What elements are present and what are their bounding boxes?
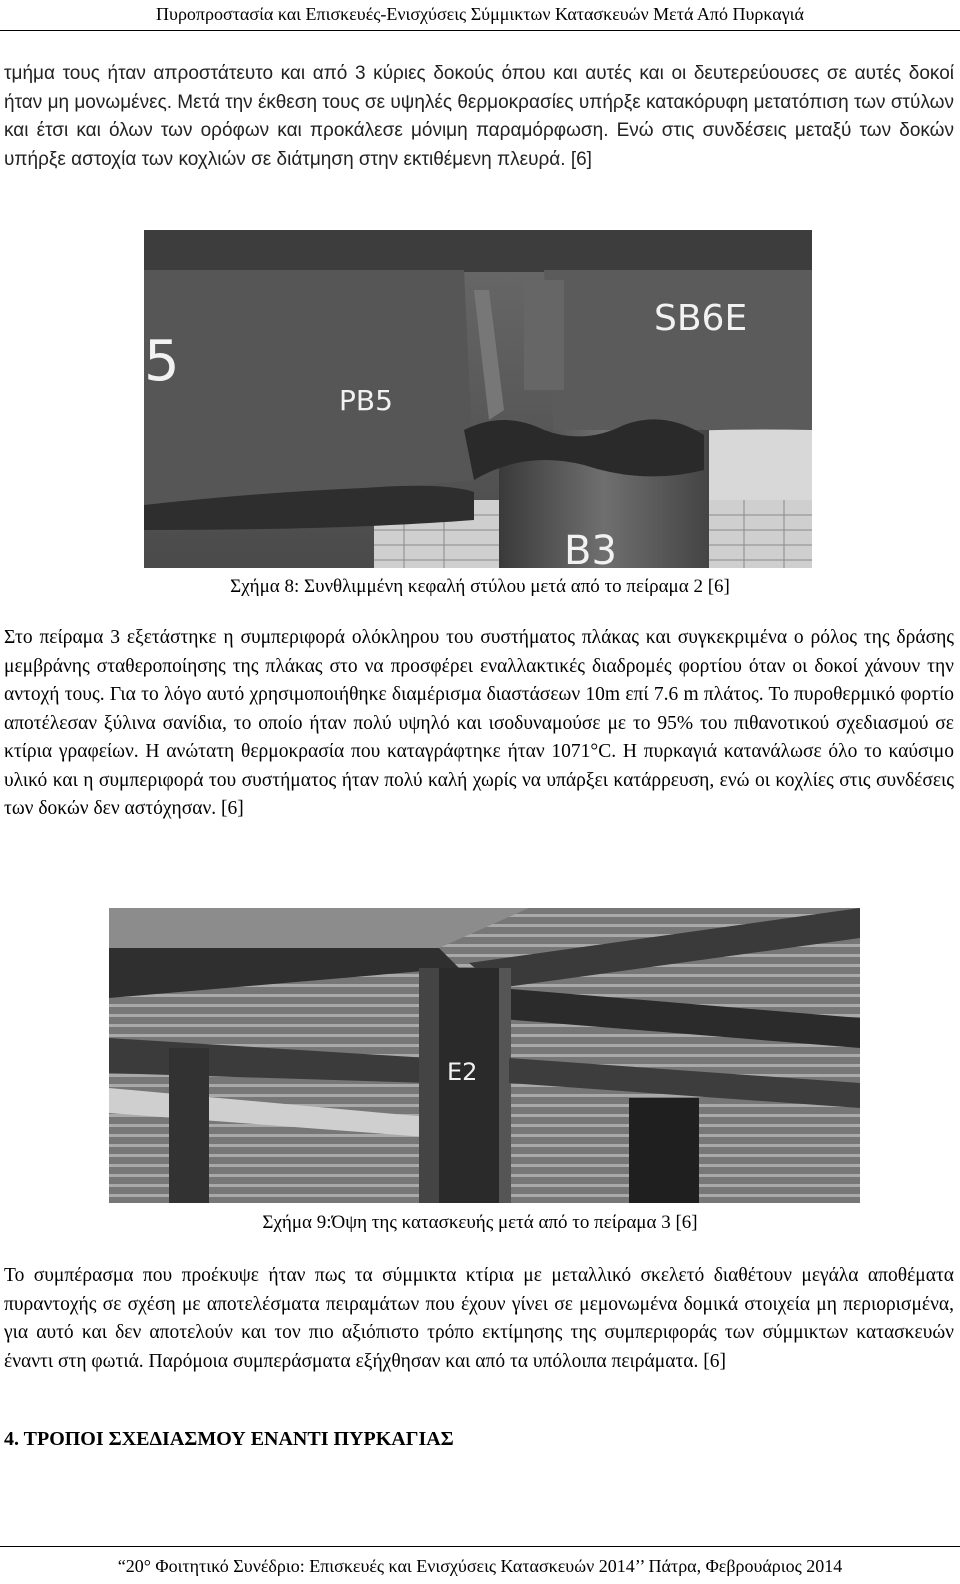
paragraph-2: Στο πείραμα 3 εξετάστηκε η συμπεριφορά ολόκληρου του συστήματος πλάκας και συγκεκριμένα ο ρόλος της δράσης μεμβράνης σταθεροποίησης της πλάκας στο να προσφέρει εναλλακτικές διαδρομές φορτίου όταν οι δοκοί χάνουν την αντοχή τους. Για το λόγο αυτό χρησιμοποιήθηκε διαμέρισμα διαστάσεων 10m επί 7.6 m πλάτος. Το πυροθερμικό φορτίο αποτέλεσαν ξύλινα σανίδια, το οποίο ήταν πολύ υψηλό και ισοδυναμούσε με το 95% του πιθανοτικού σχεδιασμού σε κτίρια γραφείων. Η ανώτατη θερμοκρασία που καταγράφτηκε ήταν 1071°C. Η πυρκαγιά κατανάλωσε όλο το καύσιμο υλικό και η συμπεριφορά του συστήματος ήταν πολύ καλή χωρίς να υπάρξει κατάρρευση, ενώ οι κοχλίες στις συνδέσεις των δοκών δεν αστόχησαν. [6] <box>4 627 954 819</box>
figure-8-caption: Σχήμα 8: Συνθλιμμένη κεφαλή στύλου μετά από το πείραμα 2 [6] <box>230 576 730 597</box>
figure-8-label-sb6e: SB6E <box>654 298 748 339</box>
figure-9-photo <box>109 908 860 1203</box>
figure-9-caption: Σχήμα 9:Όψη της κατασκευής μετά από το πείραμα 3 [6] <box>262 1212 698 1233</box>
conference-footer: “20° Φοιτητικό Συνέδριο: Επισκευές και Ενισχύσεις Κατασκευών 2014’’ Πάτρα, Φεβρουάριος 2014 <box>117 1556 843 1576</box>
header-rule <box>0 30 960 31</box>
running-header: Πυροπροστασία και Επισκευές-Ενισχύσεις Σύμμικτων Κατασκευών Μετά Από Πυρκαγιά <box>156 4 804 24</box>
figure-9-label-e2: E2 <box>447 1058 478 1086</box>
footer-rule <box>0 1546 960 1547</box>
figure-8-label-pb5: PB5 <box>339 384 393 417</box>
figure-8-label-b3: B3 <box>564 528 617 568</box>
paragraph-1: τμήμα τους ήταν απροστάτευτο και από 3 κύριες δοκούς όπου και αυτές και οι δευτερεύουσες σε αυτές δοκοί ήταν μη μονωμένες. Μετά την έκθεση τους σε υψηλές θερμοκρασίες υπήρξε κατακόρυφη μετατόπιση των στύλων και έτσι και όλων των ορόφων και προκάλεσε μόνιμη παραμόρφωση. Ενώ στις συνδέσεις μεταξύ των δοκών υπήρξε αστοχία των κοχλιών σε διάτμηση στην εκτιθέμενη πλευρά. [6] <box>4 63 954 170</box>
paragraph-3: Το συμπέρασμα που προέκυψε ήταν πως τα σύμμικτα κτίρια με μεταλλικό σκελετό διαθέτουν μεγάλα αποθέματα πυραντοχής σε σχέση με αποτελέσματα πειραμάτων που έχουν γίνει σε μεμονωμένα δομικά στοιχεία μη περιορισμένα, για αυτό και δεν αποτελούν και τον πιο αξιόπιστο τρόπο εκτίμησης της συμπεριφοράς των σύμμικτων κατασκευών έναντι στη φωτιά. Παρόμοια συμπεράσματα εξήχθησαν και από τα υπόλοιπα πειράματα. [6] <box>4 1265 954 1372</box>
figure-8-photo <box>144 230 812 568</box>
section-heading: 4. ΤΡΟΠΟΙ ΣΧΕΔΙΑΣΜΟΥ ΕΝΑΝΤΙ ΠΥΡΚΑΓΙΑΣ <box>4 1428 454 1450</box>
figure-8-label-5: 5 <box>144 329 180 394</box>
